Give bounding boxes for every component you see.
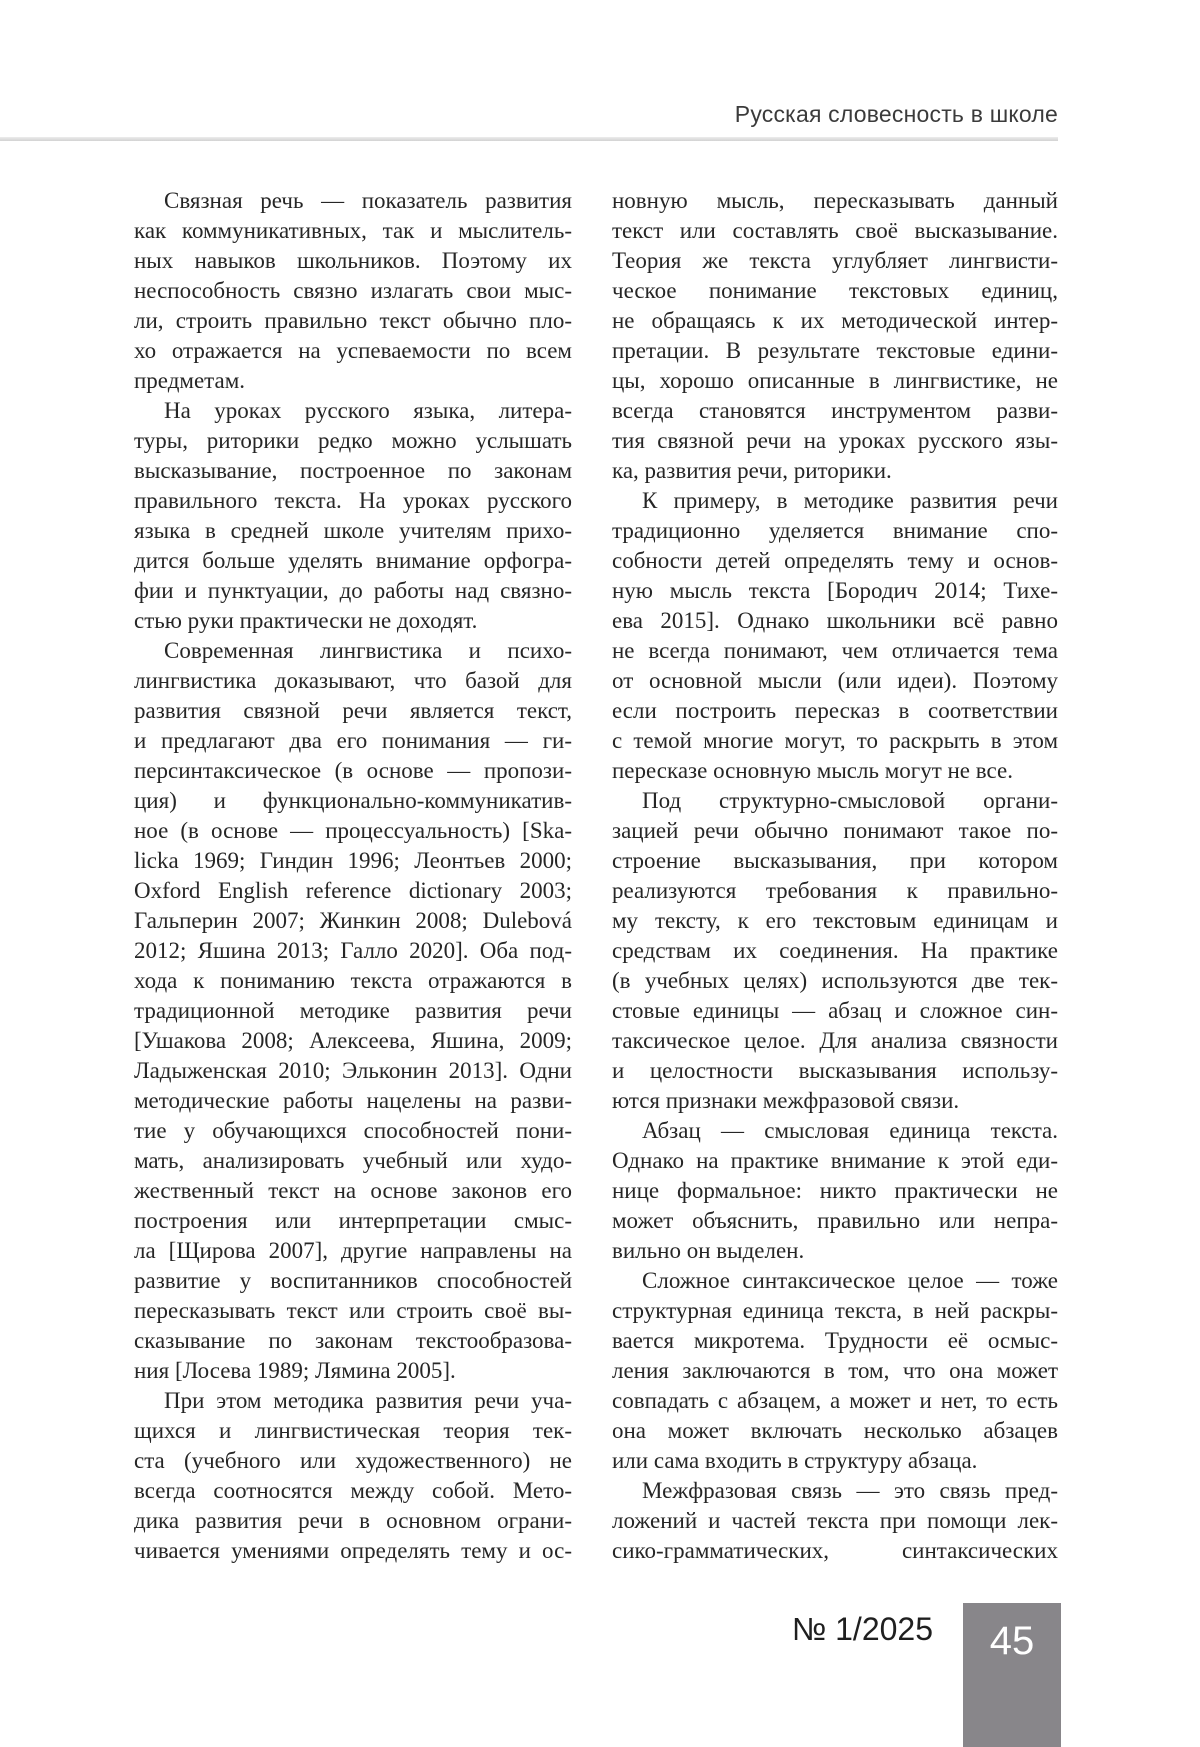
- paragraph: [612, 1266, 1058, 1476]
- text-line: тие у обучающихся способностей пони-: [134, 1118, 572, 1143]
- text-line: предметам.: [134, 368, 246, 393]
- text-line: вильно он выделен.: [612, 1238, 805, 1263]
- page-number: 45: [989, 1619, 1035, 1663]
- text-line: традиционной методике развития речи: [134, 998, 572, 1023]
- text-line: ка, развития речи, риторики.: [612, 458, 892, 483]
- text-line: языка в средней школе учителям прихо-: [134, 518, 572, 543]
- text-line: развития связной речи является текст,: [134, 698, 572, 723]
- text-line: неспособность связно излагать свои мыс-: [134, 278, 572, 303]
- text-line: построения или интерпретации смыс-: [134, 1208, 572, 1233]
- text-line: и предлагают два его понимания — ги-: [134, 728, 572, 753]
- text-line: Под структурно-смысловой органи-: [642, 788, 1058, 813]
- text-line: (в учебных целях) используются две тек-: [612, 968, 1058, 993]
- text-line: вается микротема. Трудности её осмыс-: [612, 1328, 1058, 1353]
- text-line: ция) и функционально-коммуникатив-: [134, 788, 572, 813]
- text-line: стовые единицы — абзац и сложное син-: [612, 998, 1058, 1023]
- text-line: как коммуникативных, так и мыслитель-: [134, 218, 572, 243]
- paragraph: [134, 636, 572, 1386]
- text-line: всегда соотносятся между собой. Мето-: [134, 1478, 572, 1503]
- text-line: если построить пересказ в соответствии: [612, 698, 1058, 723]
- text-line: персинтаксическое (в основе — пропози-: [134, 758, 572, 783]
- text-line: ли, строить правильно текст обычно пло-: [134, 308, 572, 333]
- text-line: хода к пониманию текста отражаются в: [134, 968, 572, 993]
- text-line: При этом методика развития речи уча-: [164, 1388, 572, 1413]
- paragraph: [612, 486, 1058, 786]
- text-line: ева 2015]. Однако школьники всё равно: [612, 608, 1058, 633]
- text-line: пересказывать текст или строить своё вы-: [134, 1298, 572, 1323]
- text-line: Однако на практике внимание к этой еди-: [612, 1148, 1058, 1173]
- text-line: всегда становятся инструментом разви-: [612, 398, 1058, 423]
- text-line: реализуются требования к правильно-: [612, 878, 1058, 903]
- text-line: ления заключаются в том, что она может: [612, 1358, 1058, 1383]
- text-line: не обращаясь к их методической интер-: [612, 308, 1058, 333]
- text-line: ческое понимание текстовых единиц,: [612, 278, 1058, 303]
- text-line: совпадать с абзацем, а может и нет, то есть: [612, 1388, 1058, 1413]
- page-number-box: [963, 1603, 1061, 1747]
- paragraph: [134, 186, 572, 396]
- text-line: текст или составлять своё высказывание.: [612, 218, 1058, 243]
- text-line: Теория же текста углубляет лингвисти-: [612, 248, 1058, 273]
- text-line: структурная единица текста, в ней раскры-: [612, 1298, 1058, 1323]
- text-line: сказывание по законам текстообразова-: [134, 1328, 572, 1353]
- running-head-title: Русская словесность в школе: [734, 101, 1058, 127]
- text-line: или сама входить в структуру абзаца.: [612, 1448, 978, 1473]
- text-line: может объяснить, правильно или непра-: [612, 1208, 1058, 1233]
- text-line: ла [Щирова 2007], другие направлены на: [134, 1238, 572, 1263]
- text-line: чивается умениями определять тему и ос-: [134, 1538, 572, 1563]
- text-columns: [134, 186, 1058, 1566]
- paragraph: [612, 1116, 1058, 1266]
- text-line: К примеру, в методике развития речи: [642, 488, 1058, 513]
- text-line: жественный текст на основе законов его: [134, 1178, 572, 1203]
- footer-issue-label: № 1/2025: [791, 1611, 933, 1647]
- text-line: дика развития речи в основном ограни-: [134, 1508, 572, 1533]
- text-line: ются признаки межфразовой связи.: [612, 1088, 960, 1113]
- text-line: претации. В результате текстовые едини-: [612, 338, 1058, 363]
- paragraph: [612, 186, 1058, 486]
- column-right: [612, 186, 1058, 1566]
- text-line: му тексту, к его текстовым единицам и: [612, 908, 1058, 933]
- text-line: ных навыков школьников. Поэтому их: [134, 248, 572, 273]
- text-line: от основной мысли (или идеи). Поэтому: [612, 668, 1058, 693]
- text-line: средствам их соединения. На практике: [612, 938, 1058, 963]
- text-line: Гальперин 2007; Жинкин 2008; Dulebová: [134, 908, 572, 933]
- text-line: фии и пунктуации, до работы над связно-: [134, 578, 572, 603]
- text-line: щихся и лингвистическая теория тек-: [134, 1418, 572, 1443]
- text-line: Сложное синтаксическое целое — тоже: [642, 1268, 1058, 1293]
- paragraph: [134, 1386, 572, 1566]
- text-line: нице формальное: никто практически не: [612, 1178, 1058, 1203]
- text-line: мать, анализировать учебный или худо-: [134, 1148, 572, 1173]
- text-line: Oxford English reference dictionary 2003;: [134, 878, 572, 903]
- text-line: Межфразовая связь — это связь пред-: [642, 1478, 1058, 1503]
- text-line: пересказе основную мысль могут не все.: [612, 758, 1013, 783]
- text-line: [Ушакова 2008; Алексеева, Яшина, 2009;: [134, 1028, 572, 1053]
- text-line: собности детей определять тему и основ-: [612, 548, 1058, 573]
- text-line: Современная лингвистика и психо-: [164, 638, 572, 663]
- text-line: она может включать несколько абзацев: [612, 1418, 1058, 1443]
- text-line: развитие у воспитанников способностей: [134, 1268, 572, 1293]
- paragraph: [612, 1476, 1058, 1566]
- text-line: зацией речи обычно понимают такое по-: [612, 818, 1058, 843]
- text-line: licka 1969; Гиндин 1996; Леонтьев 2000;: [134, 848, 572, 873]
- text-line: правильного текста. На уроках русского: [134, 488, 572, 513]
- text-line: хо отражается на успеваемости по всем: [134, 338, 572, 363]
- text-line: строение высказывания, при котором: [612, 848, 1058, 873]
- text-line: Ладыженская 2010; Эльконин 2013]. Одни: [134, 1058, 572, 1083]
- text-line: ную мысль текста [Бородич 2014; Тихе-: [612, 578, 1058, 603]
- paragraph: [134, 396, 572, 636]
- text-line: ное (в основе — процессуальность) [Ska-: [134, 818, 572, 843]
- paragraph: [612, 786, 1058, 1116]
- text-line: высказывание, построенное по законам: [134, 458, 572, 483]
- text-line: стью руки практически не доходят.: [134, 608, 478, 633]
- text-line: и целостности высказывания использу-: [612, 1058, 1058, 1083]
- text-line: ста (учебного или художественного) не: [134, 1448, 572, 1473]
- text-line: методические работы нацелены на разви-: [134, 1088, 572, 1113]
- header-rule: [0, 137, 1058, 141]
- text-line: лингвистика доказывают, что базой для: [134, 668, 572, 693]
- column-left: [134, 186, 572, 1566]
- text-line: ложений и частей текста при помощи лек-: [612, 1508, 1058, 1533]
- text-line: Абзац — смысловая единица текста.: [642, 1118, 1058, 1143]
- text-line: туры, риторики редко можно услышать: [134, 428, 572, 453]
- text-line: На уроках русского языка, литера-: [164, 398, 572, 423]
- text-line: с темой многие могут, то раскрыть в этом: [612, 728, 1058, 753]
- text-line: дится больше уделять внимание орфогра-: [134, 548, 572, 573]
- text-line: 2012; Яшина 2013; Галло 2020]. Оба под-: [134, 938, 572, 963]
- text-line: сико-грамматических, синтаксических: [612, 1538, 1058, 1563]
- text-line: ния [Лосева 1989; Лямина 2005].: [134, 1358, 456, 1383]
- text-line: Связная речь — показатель развития: [164, 188, 572, 213]
- text-line: не всегда понимают, чем отличается тема: [612, 638, 1058, 663]
- text-line: тия связной речи на уроках русского язы-: [612, 428, 1058, 453]
- text-line: новную мысль, пересказывать данный: [612, 188, 1058, 213]
- text-line: цы, хорошо описанные в лингвистике, не: [612, 368, 1058, 393]
- text-line: таксическое целое. Для анализа связности: [612, 1028, 1058, 1053]
- text-line: традиционно уделяется внимание спо-: [612, 518, 1058, 543]
